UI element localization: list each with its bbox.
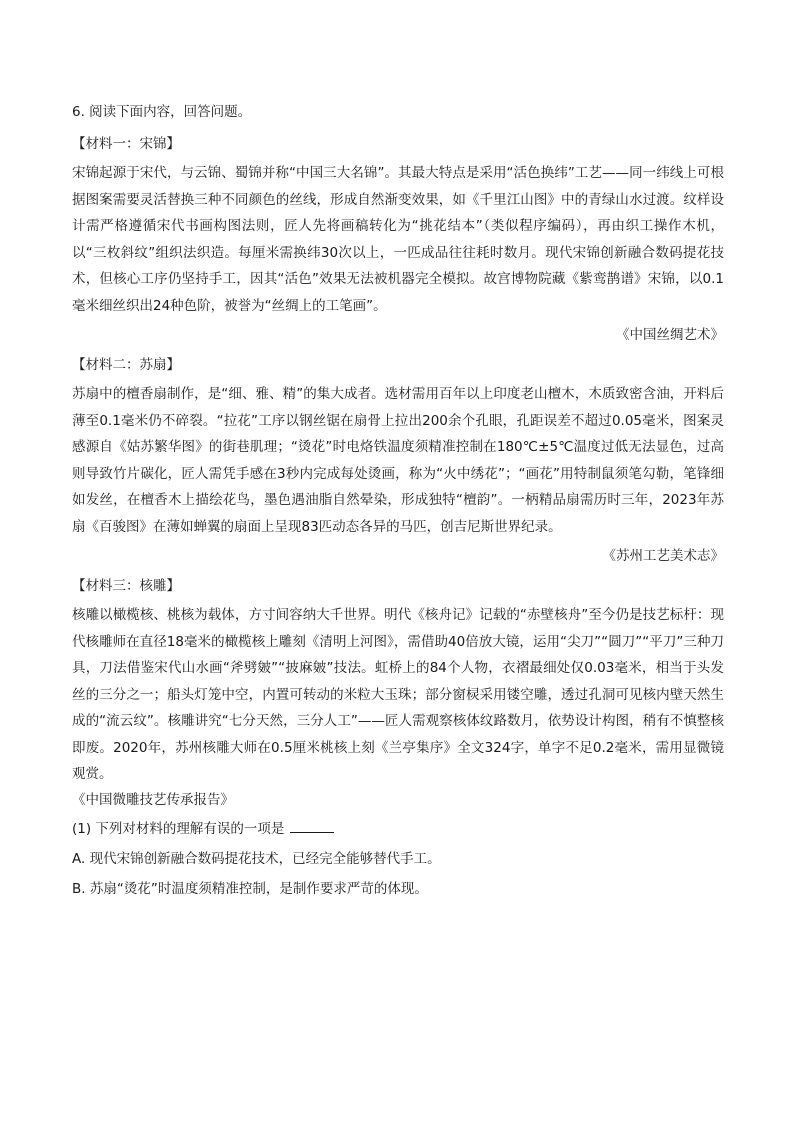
sub-question-stem bbox=[72, 818, 724, 839]
material-1 bbox=[72, 134, 724, 345]
material-3-source: 《中国微雕技艺传承报告》 bbox=[72, 791, 234, 808]
question-title: 6. 阅读下面内容，回答问题。 bbox=[72, 104, 252, 120]
document-page bbox=[72, 102, 724, 909]
answer-blank[interactable] bbox=[290, 818, 334, 833]
material-2-heading: 【材料二：苏扇】 bbox=[72, 357, 180, 373]
material-1-source: 《中国丝绸艺术》 bbox=[616, 327, 724, 343]
material-3 bbox=[72, 576, 724, 810]
material-2-source: 《苏州工艺美术志》 bbox=[602, 548, 724, 564]
sub-question bbox=[72, 818, 724, 899]
material-2-text: 苏扇中的檀香扇制作，是“细、雅、精”的集大成者。选材需用百年以上印度老山檀木，木质致密含油，开料后薄至0.1毫米仍不碎裂。“拉花”工序以钢丝锯在扇骨上拉出200余个孔眼，孔距误差不超过0.05毫米，图案灵感源自《姑苏繁华图》的街巷肌理；“烫花”时电烙铁温度须精准控制在180℃±5℃温度过低无法显色，过高则导致竹片碳化，匠人需凭手感在3秒内完成每处烫画，称为“火中绣花”；“画花”用特制鼠须笔勾勒，笔锋细如发丝，在檀香木上描绘花鸟，墨色遇油脂自然晕染，形成独特“檀韵”。一柄精品扇需历时三年，2023年苏扇《百骏图》在薄如蝉翼的扇面上呈现83匹动态各异的马匹，创吉尼斯世界纪录。 bbox=[72, 386, 724, 535]
material-1-heading: 【材料一：宋锦】 bbox=[72, 136, 180, 152]
option-b: B. 苏扇“烫花”时温度须精准控制，是制作要求严苛的体现。 bbox=[72, 880, 428, 897]
option-a: A. 现代宋锦创新融合数码提花技术，已经完全能够替代手工。 bbox=[72, 850, 441, 867]
material-3-text: 核雕以橄榄核、桃核为载体，方寸间容纳大千世界。明代《核舟记》记载的“赤壁核舟”至今仍是技艺标杆：现代核雕师在直径18毫米的橄榄核上雕刻《清明上河图》，需借助40倍放大镜，运用“尖刀”“圆刀”“平刀”三种刀具，刀法借鉴宋代山水画“斧劈皴”“披麻皴”技法。虹桥上的84个人物，衣褶最细处仅0.03毫米，相当于头发丝的三分之一；船头灯笼中空，内置可转动的米粒大玉珠；部分窗棂采用镂空雕，透过孔洞可见核内壁天然生成的“流云纹”。核雕讲究“七分天然，三分人工”——匠人需观察核体纹路数月，依势设计构图，稍有不慎整核即废。2020年，苏州核雕大师在0.5厘米桃核上刻《兰亭集序》全文324字，单字不足0.2毫米，需用显微镜观赏。 bbox=[72, 607, 724, 782]
material-3-heading: 【材料三：核雕】 bbox=[72, 578, 180, 594]
sub-question-stem-text: (1) 下列对材料的理解有误的一项是 bbox=[72, 820, 285, 837]
material-2 bbox=[72, 355, 724, 566]
material-1-text: 宋锦起源于宋代，与云锦、蜀锦并称“中国三大名锦”。其最大特点是采用“活色换纬”工艺——同一纬线上可根据图案需要灵活替换三种不同颜色的丝线，形成自然渐变效果，如《千里江山图》中的青绿山水过渡。纹样设计需严格遵循宋代书画构图法则，匠人先将画稿转化为“挑花结本”（类似程序编码），再由织工操作木机，以“三枚斜纹”组织法织造。每厘米需换纬30次以上，一匹成品往往耗时数月。现代宋锦创新融合数码提花技术，但核心工序仍坚持手工，因其“活色”效果无法被机器完全模拟。故宫博物院藏《紫鸾鹊谱》宋锦，以0.1毫米细丝织出24种色阶，被誉为“丝绸上的工笔画”。 bbox=[72, 165, 724, 314]
